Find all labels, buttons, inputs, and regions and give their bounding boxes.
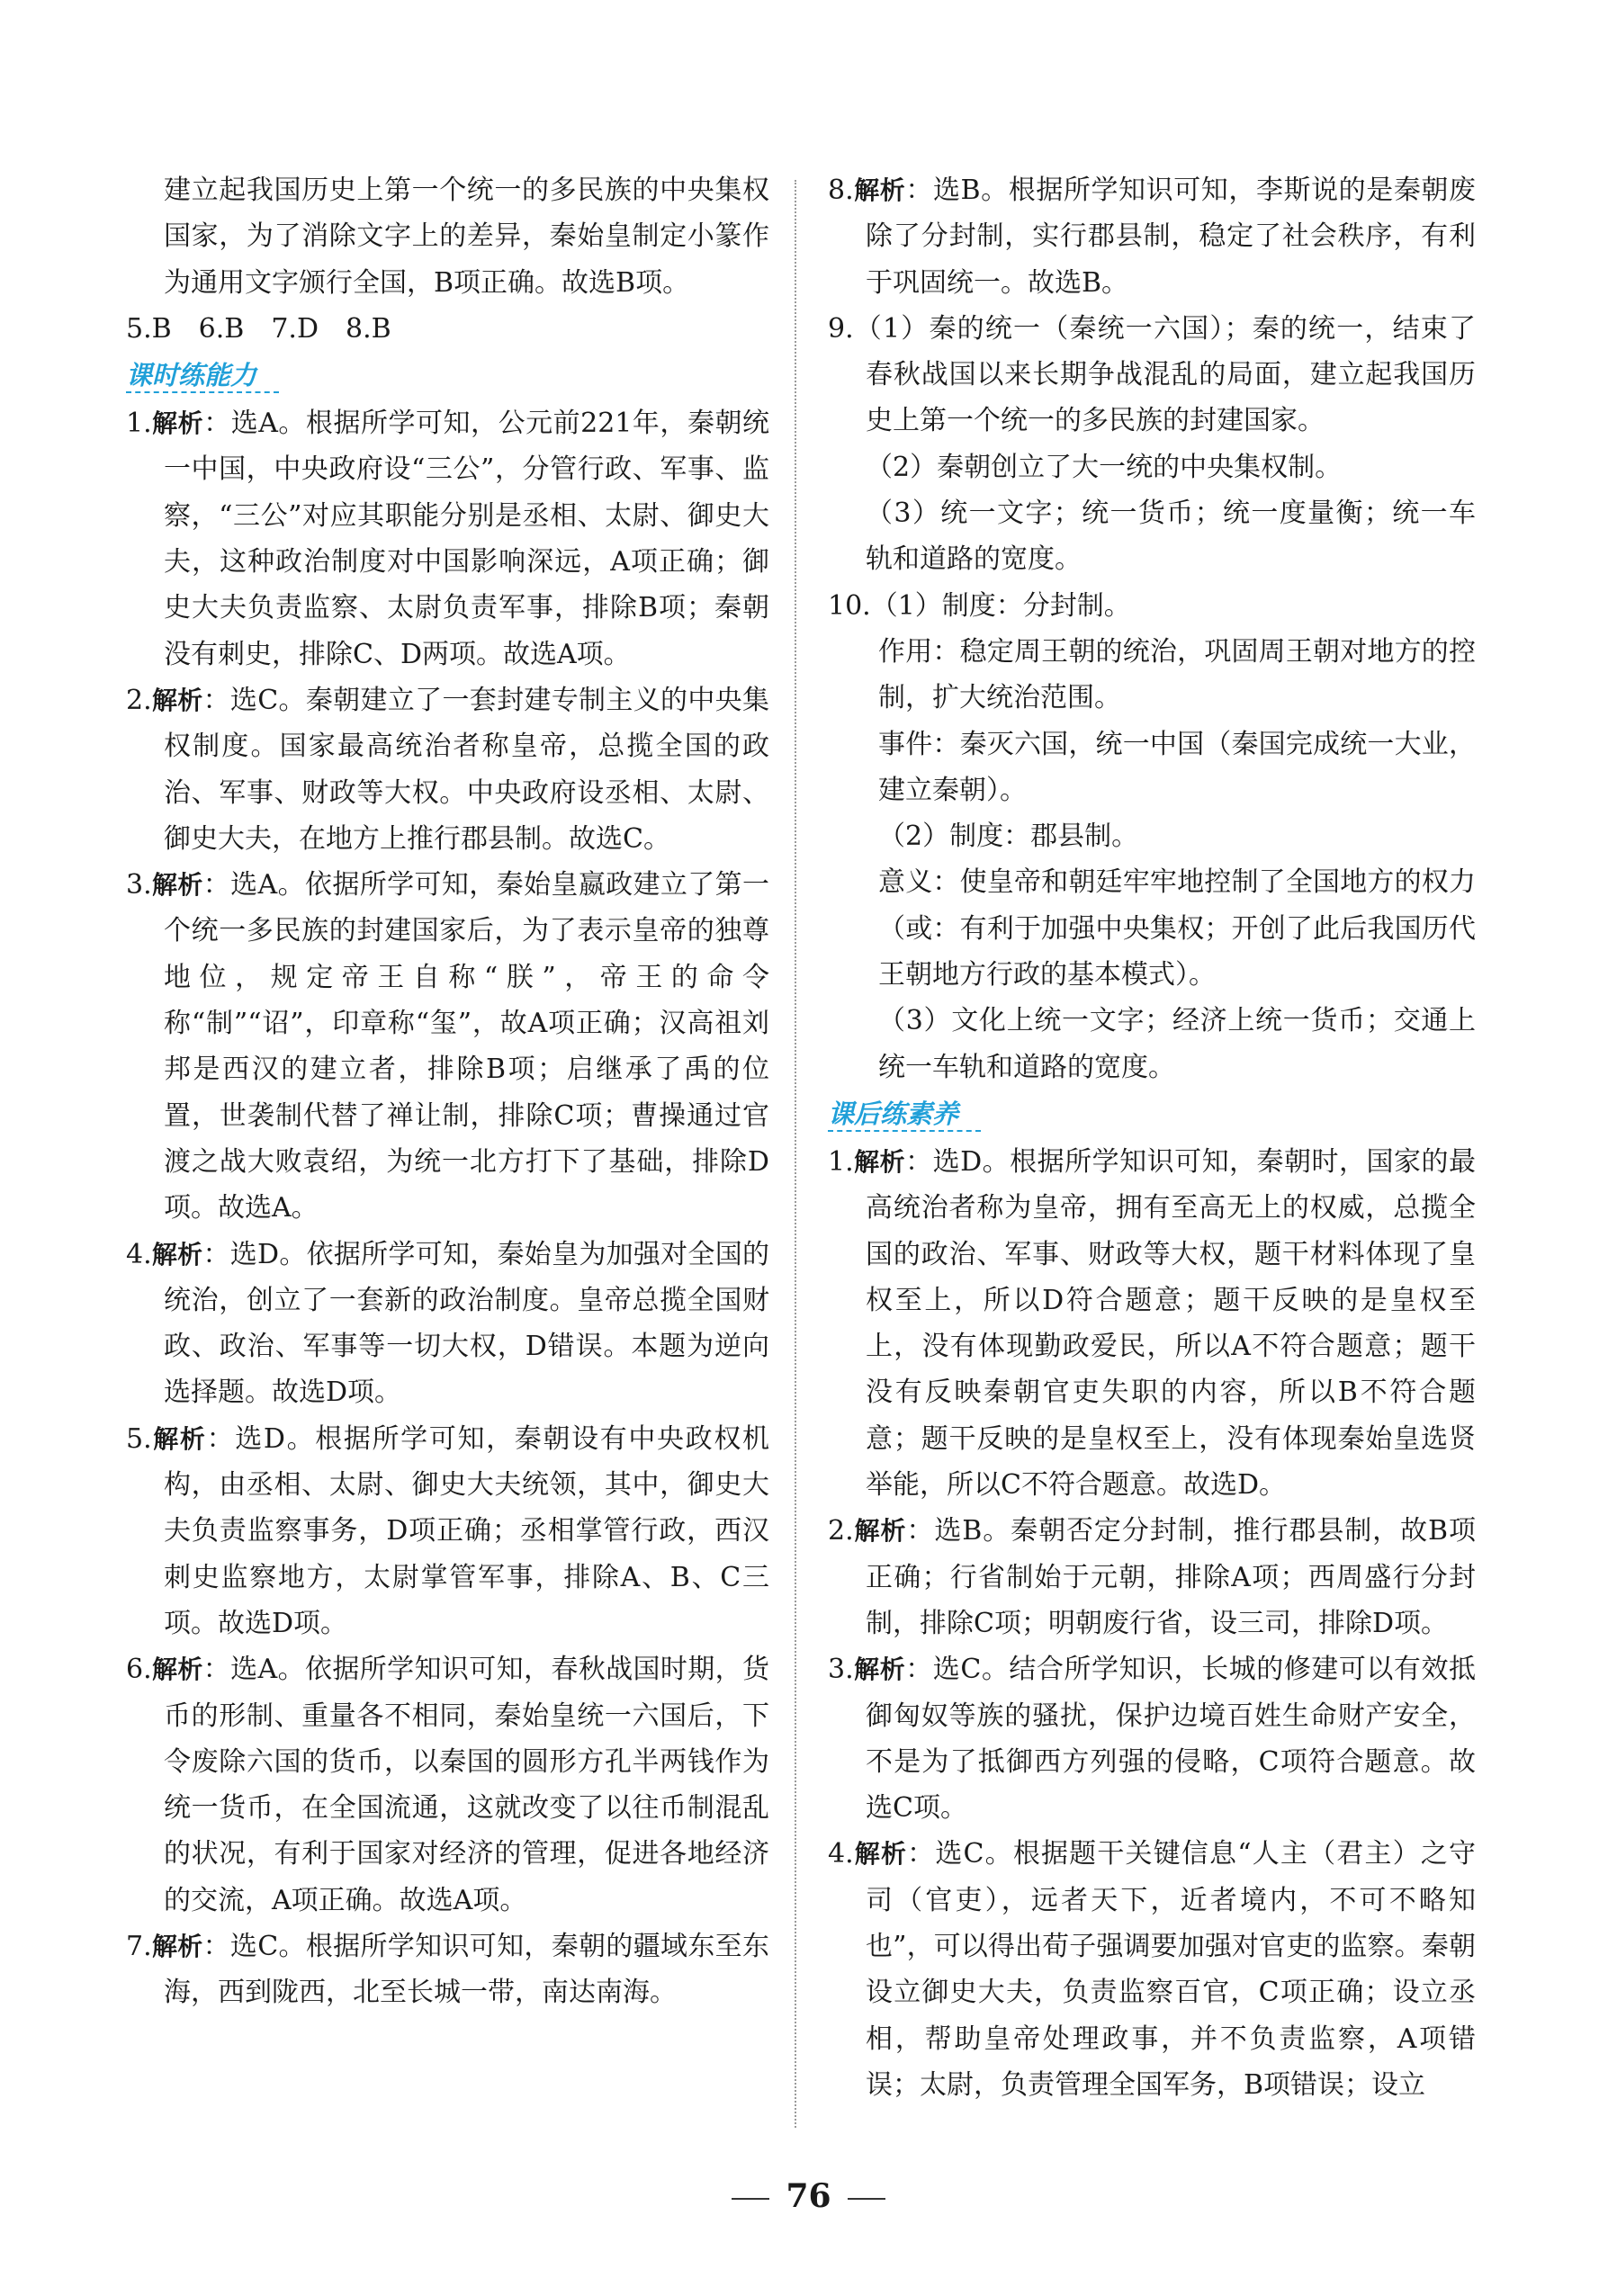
answer-item: 1.解析：选D。根据所学知识可知，秦朝时，国家的最高统治者称为皇帝，拥有至高无上的权威，总揽全国的政治、军事、财政等大权，题干材料体现了皇权至上，所以D符合题意；题干反映的是皇权至上，没有体现勤政爱民，所以A不符合题意；题干没有反映秦朝官吏失职的内容，所以B不符合题意；题干反映的是皇权至上，没有体现秦始皇选贤举能，所以C不符合题意。故选D。	[828, 1145, 1476, 1502]
page-number-dash	[848, 2198, 885, 2200]
answer-item-10-part3: （3）文化上统一文字；经济上统一货币；交通上统一车轨和道路的宽度。	[878, 1005, 1476, 1083]
answer-item: 4.解析：选D。依据所学可知，秦始皇为加强对全国的统治，创立了一套新的政治制度。皇帝总揽全国财政、政治、军事等一切大权，D错误。本题为逆向选择题。故选D项。	[126, 1238, 769, 1409]
section-title-ability: 课时练能力	[126, 355, 262, 395]
answer-item-10-part2: （2）制度：郡县制。	[878, 821, 1139, 853]
answer-item: 3.解析：选A。依据所学可知，秦始皇嬴政建立了第一个统一多民族的封建国家后，为了表示皇帝的独尊地位，规定帝王自称“朕”，帝王的命令称“制”“诏”，印章称“玺”，故A项正确；汉高祖刘邦是西汉的建立者，排除B项；启继承了禹的位置，世袭制代替了禅让制，排除C项；曹操通过官渡之战大败袁绍，为统一北方打下了基础，排除D项。故选A。	[126, 869, 769, 1224]
answer-item: 7.解析：选C。根据所学知识可知，秦朝的疆域东至东海，西到陇西，北至长城一带，南达南海。	[126, 1930, 769, 2009]
answer-item: 5.解析：选D。根据所学可知，秦朝设有中央政权机构，由丞相、太尉、御史大夫统领，其中，御史大夫负责监察事务，D项正确；丞相掌管行政，西汉刺史监察地方，太尉掌管军事，排除A、B、C三项。故选D项。	[126, 1422, 769, 1639]
answer-item: 3.解析：选C。结合所学知识，长城的修建可以有效抵御匈奴等族的骚扰，保护边境百姓生命财产安全，不是为了抵御西方列强的侵略，C项符合题意。故选C项。	[828, 1654, 1476, 1825]
answer-item: 4.解析：选C。根据题干关键信息“人主（君主）之守司（官吏），远者天下，近者境内，不可不略知也”，可以得出荀子强调要加强对官吏的监察。秦朝设立御史大夫，负责监察百官，C项正确；设立丞相，帮助皇帝处理政事，并不负责监察，A项错误；太尉，负责管理全国军务，B项错误；设立	[828, 1838, 1476, 2101]
answer-item-9-part2: （2）秦朝创立了大一统的中央集权制。	[866, 451, 1343, 483]
page-number-dash	[732, 2198, 769, 2200]
answer-item-9-part3: （3）统一文字；统一货币；统一度量衡；统一车轨和道路的宽度。	[866, 498, 1476, 576]
answer-item: 6.解析：选A。依据所学知识可知，春秋战国时期，货币的形制、重量各不相同，秦始皇统一六国后，下令废除六国的货币，以秦国的圆形方孔半两钱作为统一货币，在全国流通，这就改变了以往币制混乱的状况，有利于国家对经济的管理，促进各地经济的交流，A项正确。故选A项。	[126, 1654, 769, 1916]
right-column	[828, 167, 1476, 2108]
answer-item-10: 10.（1）制度：分封制。	[828, 589, 1131, 622]
column-divider	[795, 180, 796, 2128]
short-answers: 5.B 6.B 7.D 8.B	[126, 312, 391, 345]
answer-item: 8.解析：选B。根据所学知识可知，李斯说的是秦朝废除了分封制，实行郡县制，稳定了社会秩序，有利于巩固统一。故选B。	[828, 175, 1476, 299]
answer-item-9: 9.（1）秦的统一（秦统一六国）；秦的统一，结束了春秋战国以来长期争战混乱的局面，建立起我国历史上第一个统一的多民族的封建国家。	[828, 312, 1476, 437]
answer-item-10-event: 事件：秦灭六国，统一中国（秦国完成统一大业，建立秦朝）。	[878, 728, 1476, 806]
intro-continuation: 建立起我国历史上第一个统一的多民族的中央集权国家，为了消除文字上的差异，秦始皇制定小篆作为通用文字颁行全国，B项正确。故选B项。	[164, 175, 769, 299]
page-number: 76	[0, 2177, 1617, 2215]
answer-item: 2.解析：选B。秦朝否定分封制，推行郡县制，故B项正确；行省制始于元朝，排除A项；西周盛行分封制，排除C项；明朝废行省，设三司，排除D项。	[828, 1515, 1476, 1639]
section-title-literacy: 课后练素养	[828, 1094, 964, 1134]
answer-item-10-role: 作用：稳定周王朝的统治，巩固周王朝对地方的控制，扩大统治范围。	[878, 635, 1476, 714]
answer-item-10-meaning: 意义：使皇帝和朝廷牢牢地控制了全国地方的权力（或：有利于加强中央集权；开创了此后我国历代王朝地方行政的基本模式）。	[878, 866, 1476, 991]
left-column	[126, 167, 769, 2016]
answer-item: 1.解析：选A。根据所学可知，公元前221年，秦朝统一中国，中央政府设“三公”，分管行政、军事、监察，“三公”对应其职能分别是丞相、太尉、御史大夫，这种政治制度对中国影响深远，A项正确；御史大夫负责监察、太尉负责军事，排除B项；秦朝没有刺史，排除C、D两项。故选A项。	[126, 408, 769, 670]
answer-item: 2.解析：选C。秦朝建立了一套封建专制主义的中央集权制度。国家最高统治者称皇帝，总揽全国的政治、军事、财政等大权。中央政府设丞相、太尉、御史大夫，在地方上推行郡县制。故选C。	[126, 684, 769, 855]
